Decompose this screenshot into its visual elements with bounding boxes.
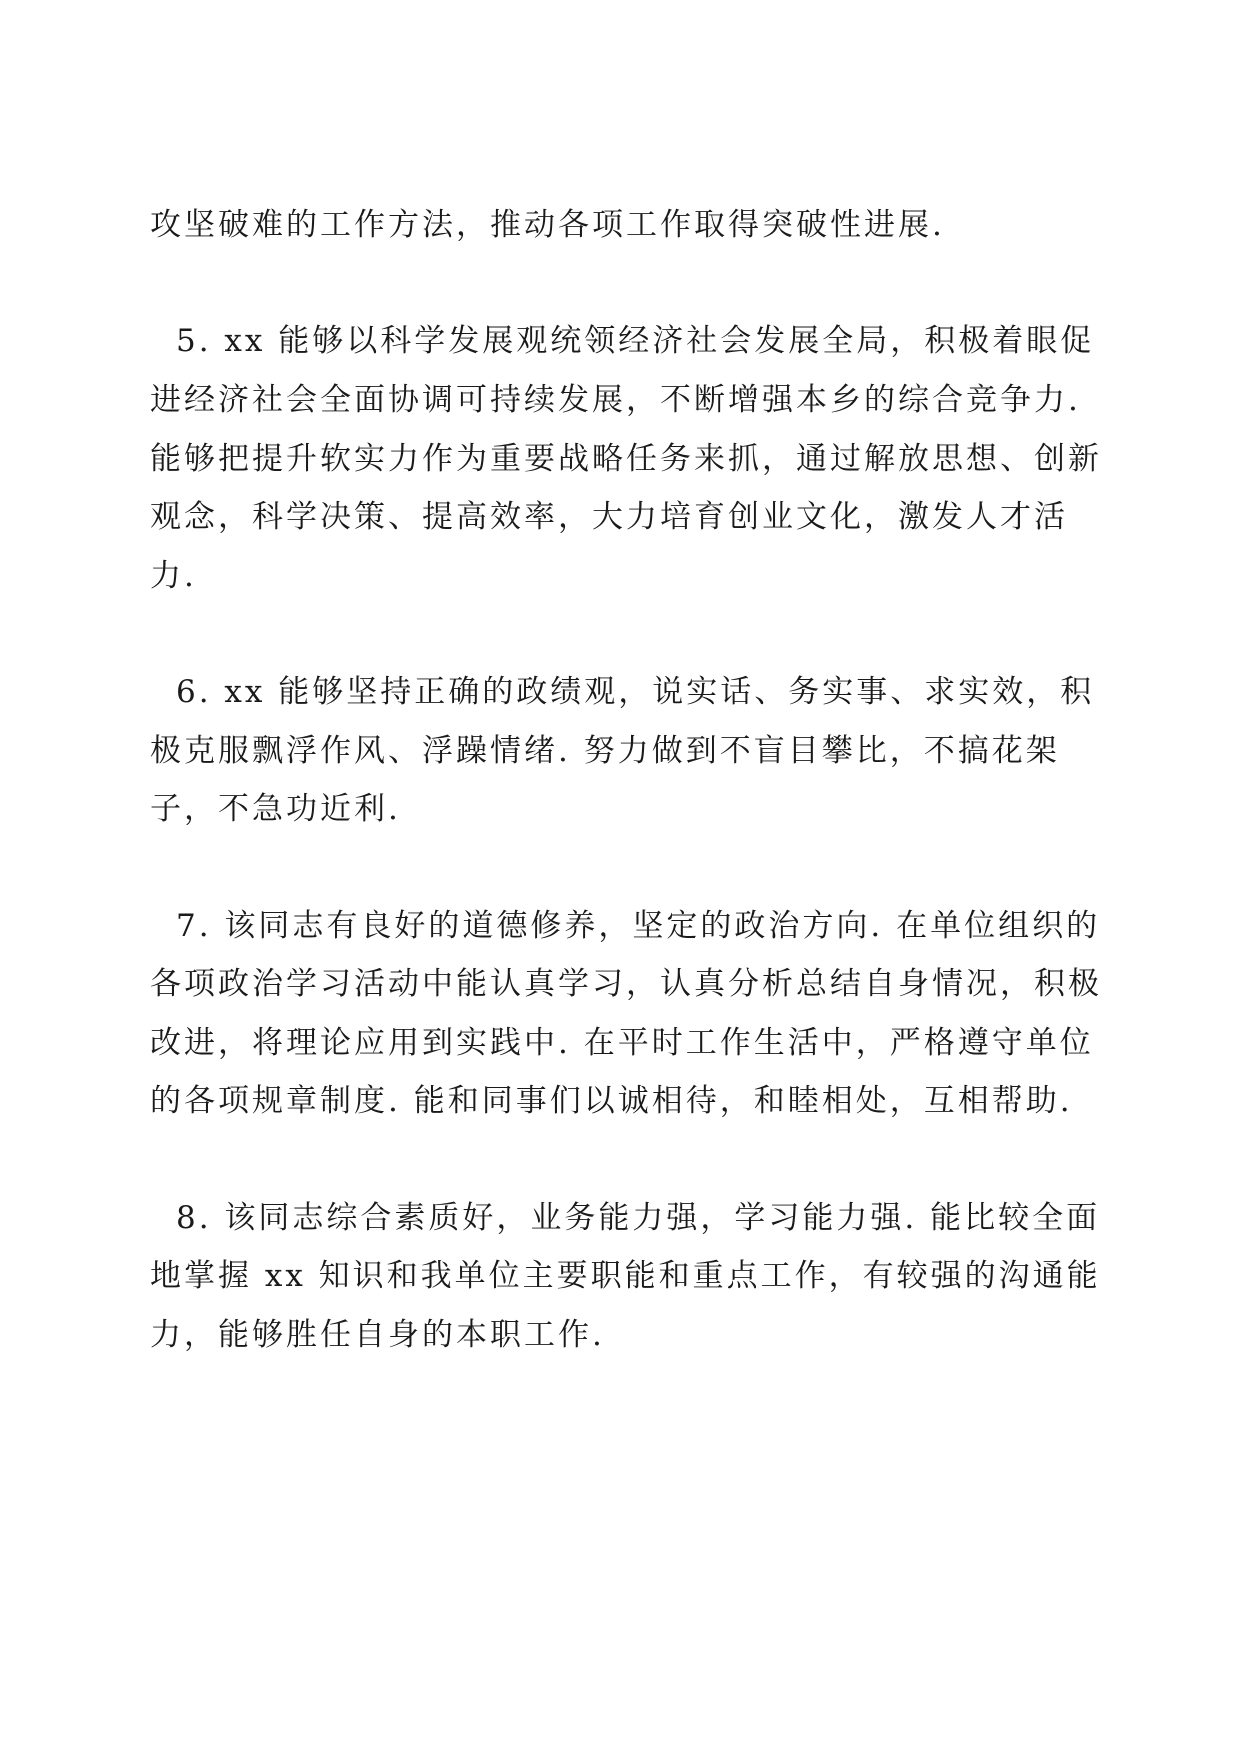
- paragraph-line: 各项政治学习活动中能认真学习，认真分析总结自身情况，积极: [150, 966, 1102, 1002]
- paragraph-line: 极克服飘浮作风、浮躁情绪. 努力做到不盲目攀比，不搞花架: [150, 733, 1060, 769]
- paragraph-line: 子，不急功近利.: [150, 791, 401, 827]
- paragraph-line: 7. 该同志有良好的道德修养，坚定的政治方向. 在单位组织的: [176, 908, 1101, 944]
- paragraph-line: 地掌握 xx 知识和我单位主要职能和重点工作，有较强的沟通能: [150, 1258, 1101, 1294]
- paragraph-line: 进经济社会全面协调可持续发展，不断增强本乡的综合竞争力.: [150, 382, 1081, 418]
- paragraph-line: 6. xx 能够坚持正确的政绩观，说实话、务实事、求实效，积: [176, 674, 1095, 710]
- paragraph-line: 能够把提升软实力作为重要战略任务来抓，通过解放思想、创新: [150, 441, 1102, 477]
- paragraph-line: 攻坚破难的工作方法，推动各项工作取得突破性进展.: [150, 207, 945, 243]
- paragraph-line: 力.: [150, 558, 197, 594]
- paragraph-line: 力，能够胜任自身的本职工作.: [150, 1317, 605, 1353]
- paragraph-line: 5. xx 能够以科学发展观统领经济社会发展全局，积极着眼促: [176, 323, 1095, 359]
- paragraph-line: 8. 该同志综合素质好，业务能力强，学习能力强. 能比较全面: [176, 1200, 1101, 1236]
- paragraph-line: 改进，将理论应用到实践中. 在平时工作生活中，严格遵守单位: [150, 1025, 1094, 1061]
- paragraph-line: 的各项规章制度. 能和同事们以诚相待，和睦相处，互相帮助.: [150, 1083, 1073, 1119]
- paragraph-line: 观念，科学决策、提高效率，大力培育创业文化，激发人才活: [150, 499, 1068, 535]
